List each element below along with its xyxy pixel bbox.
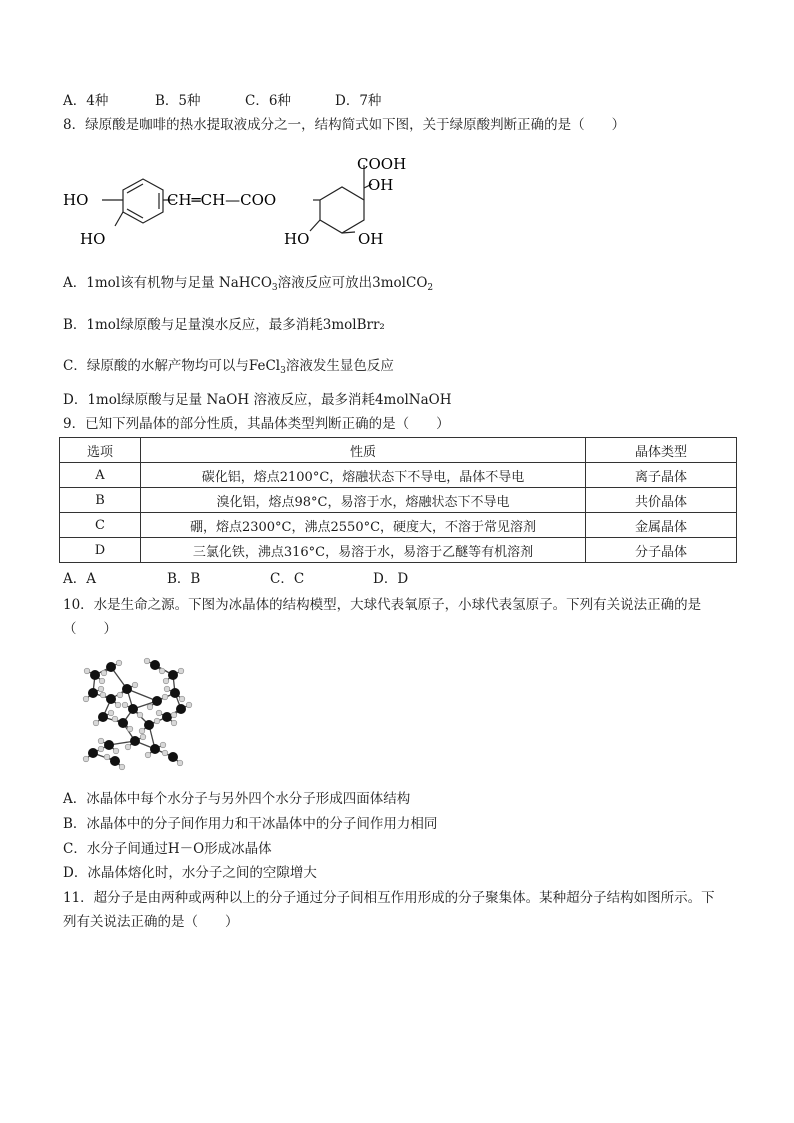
ice-crystal-model — [63, 645, 198, 780]
hydrogen-atom — [162, 694, 168, 700]
oxygen-atom — [162, 712, 172, 722]
q7-option-c: C．6种 — [245, 93, 291, 109]
q8-option-d: D．1mol绿原酸与足量 NaOH 溶液反应，最多消耗4molNaOH — [63, 392, 452, 408]
hydrogen-atom — [98, 686, 104, 692]
header-property: 性质 — [141, 438, 586, 463]
hydrogen-atom — [162, 750, 168, 756]
q10-stem-line2: （ ） — [63, 621, 117, 637]
q9-options — [63, 570, 408, 588]
table-cell: A — [60, 463, 141, 488]
table-cell: 离子晶体 — [586, 463, 737, 488]
table-cell: 硼，熔点2300°C，沸点2550°C，硬度大，不溶于常见溶剂 — [141, 513, 586, 538]
oh-ring-label: OH — [358, 230, 384, 248]
q8-structure-diagram — [55, 148, 435, 253]
hydrogen-atom — [99, 678, 105, 684]
oxygen-atom — [88, 748, 98, 758]
q10-option-b: B．冰晶体中的分子间作用力和干冰晶体中的分子间作用力相同 — [63, 816, 438, 832]
hydrogen-atom — [144, 658, 150, 664]
q9-option-a: A．A — [63, 571, 96, 587]
q8-option-b: B．1mol绿原酸与足量溴水反应，最多消耗3molBrr₂ — [63, 317, 385, 333]
table-cell: C — [60, 513, 141, 538]
oxygen-atom — [88, 688, 98, 698]
hydrogen-atom — [116, 660, 122, 666]
cyclohexane-ring — [320, 187, 364, 233]
q9-option-c: C．C — [270, 571, 305, 587]
q11-stem-line1: 11．超分子是由两种或两种以上的分子通过分子间相互作用形成的分子聚集体。某种超分子结构如图所示。下 — [63, 890, 715, 906]
hydrogen-atom — [98, 746, 104, 752]
table-row — [60, 463, 737, 488]
oxygen-atom — [110, 756, 120, 766]
table-cell: 共价晶体 — [586, 488, 737, 513]
hydrogen-atom — [140, 734, 146, 740]
benzene-ring — [123, 179, 163, 223]
hydrogen-atom — [122, 702, 128, 708]
ho-bottom-label: HO — [80, 230, 106, 248]
hydrogen-atom — [112, 716, 118, 722]
hydrogen-atom — [137, 712, 143, 718]
table-cell: D — [60, 538, 141, 563]
hydrogen-atom — [171, 720, 177, 726]
q9-stem: 9．已知下列晶体的部分性质，其晶体类型判断正确的是（ ） — [63, 416, 450, 432]
oxygen-atom — [90, 670, 100, 680]
oxygen-atom — [118, 718, 128, 728]
hydrogen-atom — [179, 696, 185, 702]
hydrogen-atom — [125, 744, 131, 750]
hydrogen-atom — [154, 718, 160, 724]
hydrogen-atom — [127, 726, 133, 732]
hydrogen-atom — [113, 748, 119, 754]
oxygen-atom — [144, 720, 154, 730]
oxygen-atom — [130, 736, 140, 746]
hydrogen-atom — [117, 692, 123, 698]
header-crystal-type: 晶体类型 — [586, 438, 737, 463]
table-row — [60, 513, 737, 538]
hydrogen-atom — [98, 738, 104, 744]
hydrogen-atom — [186, 702, 192, 708]
q8-option-a: A．1mol该有机物与足量 NaHCO$_3$溶液反应可放出3molCO$_2$ — [63, 275, 434, 293]
q7-option-a: A．4种 — [63, 93, 109, 109]
hydrogen-atom — [159, 668, 165, 674]
table-cell: 分子晶体 — [586, 538, 737, 563]
q11-stem-line2: 列有关说法正确的是（ ） — [63, 914, 239, 930]
hydrogen-atom — [147, 704, 153, 710]
hydrogen-atom — [83, 696, 89, 702]
oxygen-atom — [106, 694, 116, 704]
ho-ring-label: HO — [284, 230, 310, 248]
hydrogen-atom — [163, 678, 169, 684]
hydrogen-atom — [177, 760, 183, 766]
oxygen-atom — [168, 752, 178, 762]
table-cell: 金属晶体 — [586, 513, 737, 538]
hydrogen-atom — [160, 742, 166, 748]
hydrogen-atom — [115, 702, 121, 708]
oxygen-atom — [98, 712, 108, 722]
q7-option-b: B．5种 — [155, 93, 201, 109]
cooh-label: COOH — [357, 155, 407, 173]
ho-top-label: HO — [63, 191, 89, 209]
oxygen-atom — [150, 660, 160, 670]
q9-option-d: D．D — [373, 571, 409, 587]
oxygen-atom — [176, 704, 186, 714]
table-cell: 溴化铝，熔点98°C，易溶于水，熔融状态下不导电 — [141, 488, 586, 513]
hydrogen-atom — [101, 670, 107, 676]
oxygen-atom — [122, 684, 132, 694]
oxygen-atom — [150, 744, 160, 754]
hydrogen-atom — [139, 728, 145, 734]
table-cell: B — [60, 488, 141, 513]
hydrogen-atom — [108, 710, 114, 716]
oxygen-atom — [170, 688, 180, 698]
q10-option-d: D．冰晶体熔化时，水分子之间的空隙增大 — [63, 865, 317, 881]
oxygen-atom — [168, 670, 178, 680]
q9-table — [59, 437, 737, 563]
oh-quaternary-label: OH — [368, 176, 394, 194]
hydrogen-atom — [83, 756, 89, 762]
header-option: 选项 — [60, 438, 141, 463]
q7-option-d: D．7种 — [335, 93, 382, 109]
oxygen-atom — [106, 662, 116, 672]
q9-option-b: B．B — [167, 571, 201, 587]
hydrogen-atom — [93, 720, 99, 726]
q7-options — [63, 92, 381, 110]
q10-stem-line1: 10．水是生命之源。下图为冰晶体的结构模型，大球代表氧原子，小球代表氢原子。下列有关说法正确的是 — [63, 597, 702, 613]
table-cell: 三氯化铁，沸点316°C，易溶于水，易溶于乙醚等有机溶剂 — [141, 538, 586, 563]
q8-option-c: C．绿原酸的水解产物均可以与FeCl$_3$溶液发生显色反应 — [63, 358, 394, 376]
hydrogen-atom — [164, 686, 170, 692]
oxygen-atom — [104, 740, 114, 750]
hydrogen-atom — [100, 692, 106, 698]
hydrogen-atom — [132, 682, 138, 688]
hydrogen-atom — [171, 712, 177, 718]
chain-label: CH═CH—COO — [167, 191, 277, 209]
table-cell: 碳化铝，熔点2100°C，熔融状态下不导电，晶体不导电 — [141, 463, 586, 488]
q10-option-a: A．冰晶体中每个水分子与另外四个水分子形成四面体结构 — [63, 791, 411, 807]
table-header-row — [60, 438, 737, 463]
table-row — [60, 488, 737, 513]
oxygen-atom — [152, 696, 162, 706]
q10-option-c: C．水分子间通过H－O形成冰晶体 — [63, 841, 272, 857]
hydrogen-atom — [145, 752, 151, 758]
hydrogen-atom — [84, 668, 90, 674]
hydrogen-atom — [156, 710, 162, 716]
hydrogen-atom — [104, 754, 110, 760]
q8-stem: 8．绿原酸是咖啡的热水提取液成分之一，结构简式如下图，关于绿原酸判断正确的是（ ） — [63, 117, 626, 133]
table-row — [60, 538, 737, 563]
hydrogen-atom — [119, 764, 125, 770]
oxygen-atom — [128, 704, 138, 714]
hydrogen-atom — [178, 668, 184, 674]
